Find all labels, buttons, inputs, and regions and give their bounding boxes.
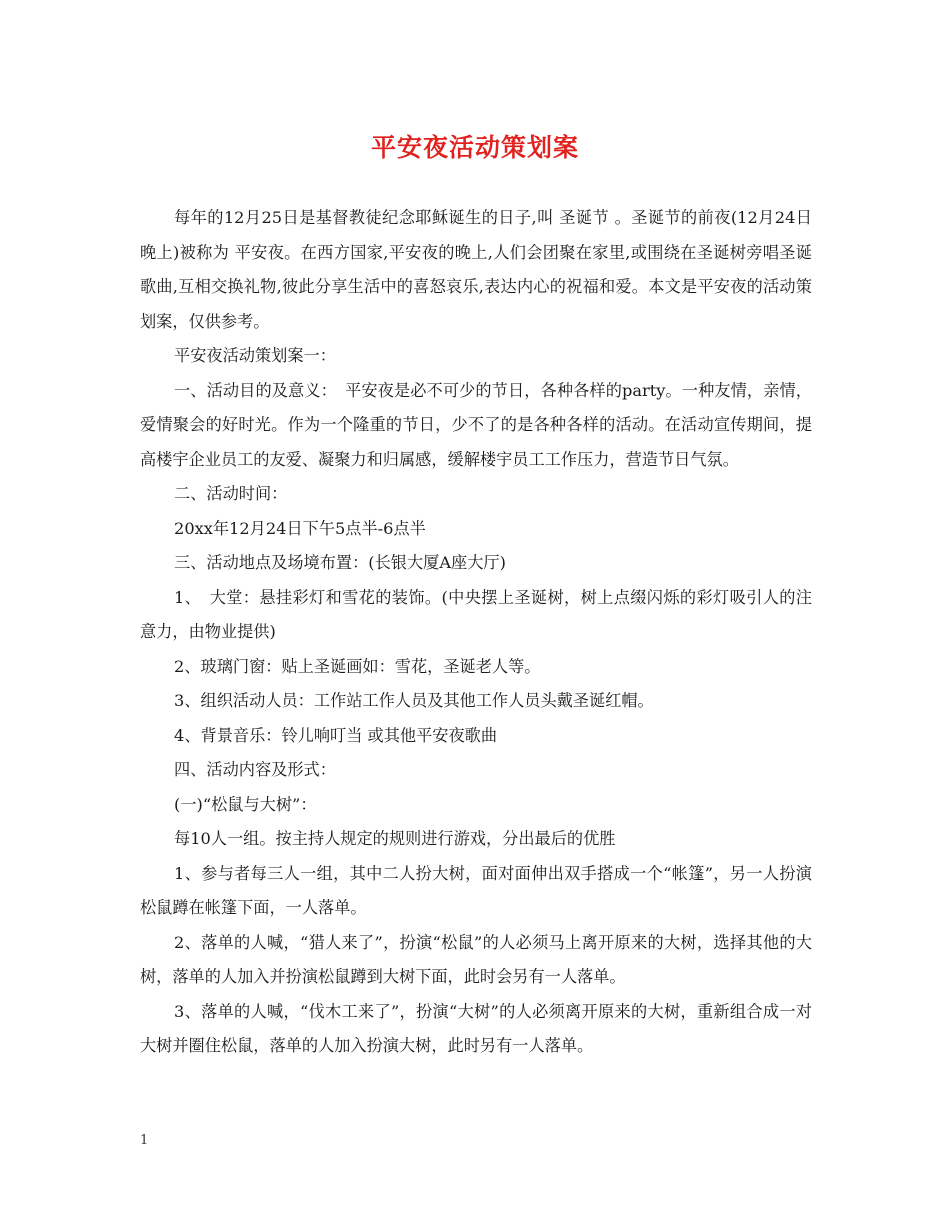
- game-rule-1: 1、参与者每三人一组，其中二人扮大树，面对面伸出双手搭成一个“帐篷”，另一人扮演松鼠蹲在帐篷下面，一人落单。: [140, 863, 812, 917]
- document-body: [140, 201, 812, 1064]
- intro-paragraph: 每年的12月25日是基督教徒纪念耶稣诞生的日子,叫 圣诞节 。圣诞节的前夜(12月24日晚上)被称为 平安夜。在西方国家,平安夜的晚上,人们会团聚在家里,或围绕在圣诞树旁唱圣诞歌曲,互相交换礼物,彼此分享生活中的喜怒哀乐,表达内心的祝福和爱。本文是平安夜的活动策划案，仅供参考。: [140, 208, 812, 331]
- plan-heading: 平安夜活动策划案一：: [174, 346, 336, 365]
- document-title: 平安夜活动策划案: [370, 133, 579, 162]
- section-purpose: 一、活动目的及意义： 平安夜是必不可少的节日，各种各样的party。一种友情，亲情，爱情聚会的好时光。作为一个隆重的节日，少不了的是各种各样的活动。在活动宣传期间，提高楼宇企业员工的友爱、凝聚力和归属感，缓解楼宇员工工作压力，营造节日气氛。: [140, 380, 812, 469]
- venue-item-windows: 2、玻璃门窗：贴上圣诞画如：雪花，圣诞老人等。: [174, 656, 541, 676]
- game-intro: 每10人一组。按主持人规定的规则进行游戏，分出最后的优胜: [174, 829, 616, 848]
- page-number: 1: [140, 1133, 149, 1148]
- section-time-value: 20xx年12月24日下午5点半-6点半: [174, 518, 426, 538]
- venue-item-lobby: 1、 大堂：悬挂彩灯和雪花的装饰。(中央摆上圣诞树，树上点缀闪烁的彩灯吸引人的注意力，由物业提供): [140, 587, 812, 641]
- section-content-heading: 四、活动内容及形式：: [174, 760, 336, 779]
- game-rule-3: 3、落单的人喊，“伐木工来了”，扮演“大树”的人必须离开原来的大树，重新组合成一对大树并圈住松鼠，落单的人加入扮演大树，此时另有一人落单。: [140, 1001, 812, 1055]
- section-venue-heading: 三、活动地点及场境布置：(长银大厦A座大厅): [174, 553, 506, 572]
- section-time-heading: 二、活动时间：: [174, 484, 288, 503]
- venue-item-staff: 3、组织活动人员：工作站工作人员及其他工作人员头戴圣诞红帽。: [174, 691, 654, 710]
- game-title: (一)“松鼠与大树”：: [174, 794, 317, 814]
- venue-item-music: 4、背景音乐：铃儿响叮当 或其他平安夜歌曲: [174, 725, 498, 745]
- game-rule-2: 2、落单的人喊，“猎人来了”，扮演“松鼠”的人必须马上离开原来的大树，选择其他的大树，落单的人加入并扮演松鼠蹲到大树下面，此时会另有一人落单。: [140, 932, 812, 986]
